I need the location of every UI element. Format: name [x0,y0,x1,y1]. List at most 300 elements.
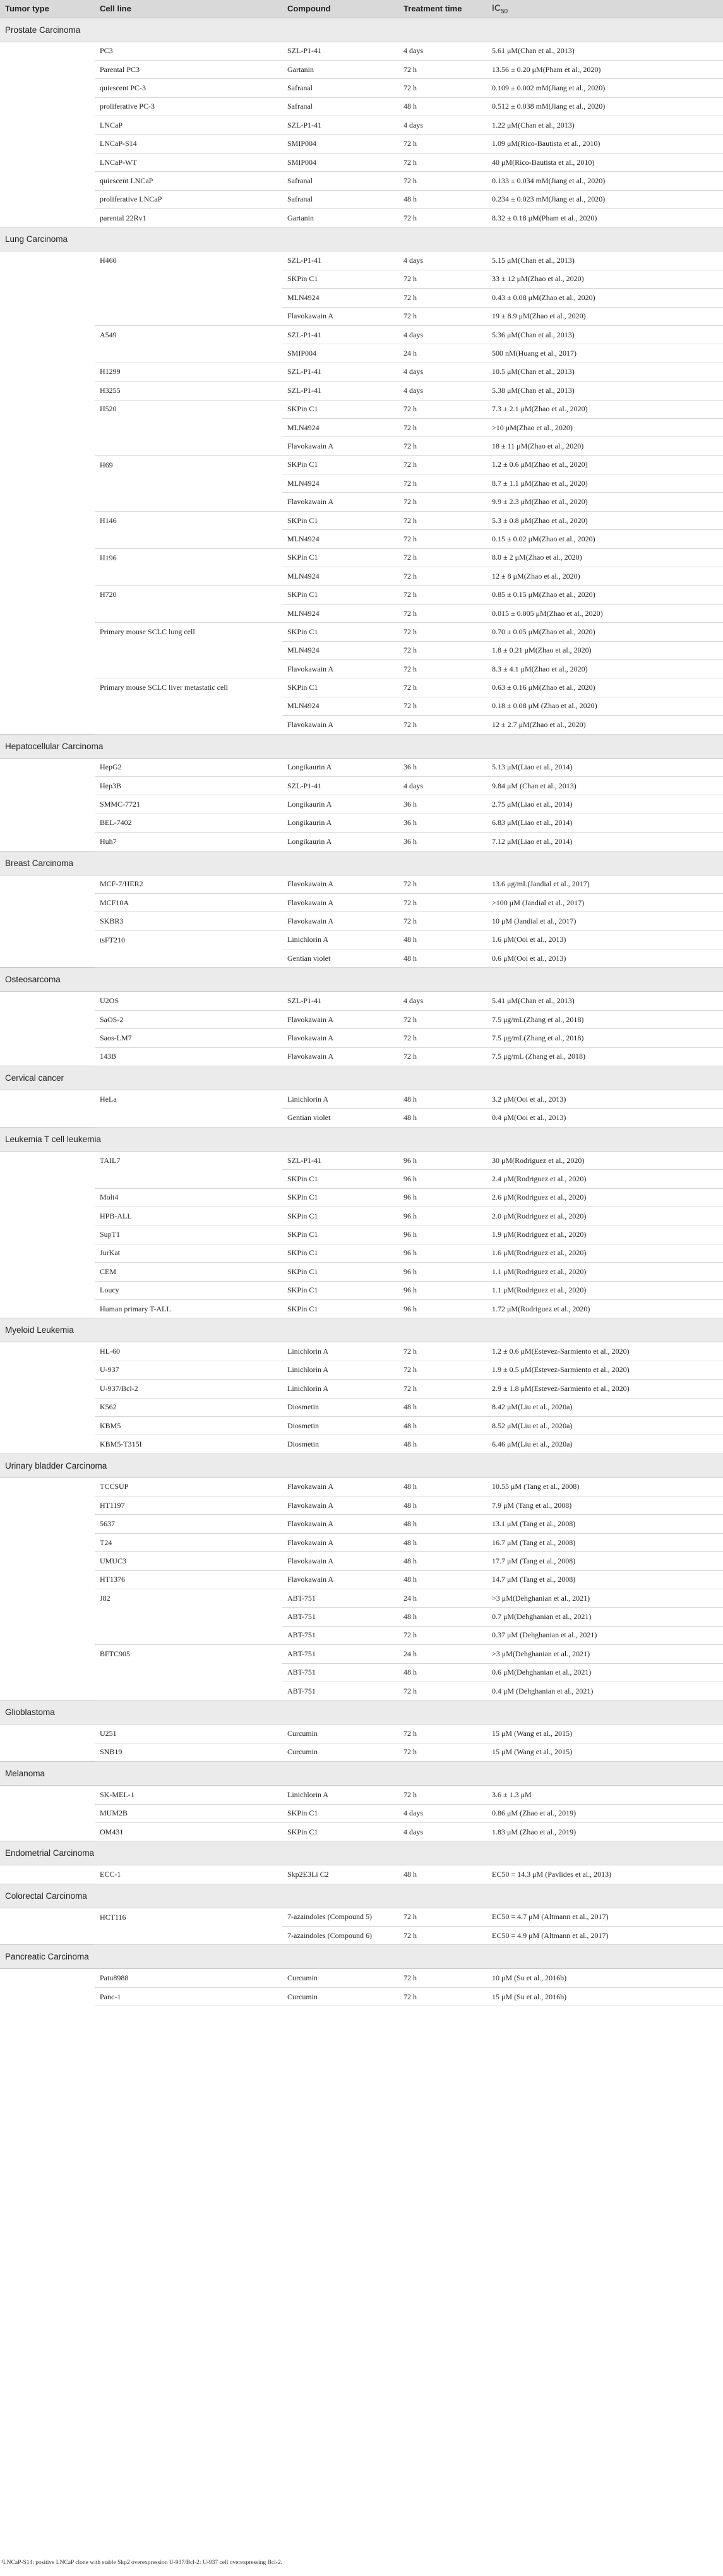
ic50-cell: EC50 = 14.3 μM (Pavlides et al., 2013) [487,1865,723,1884]
tumor-type-cell [0,270,95,288]
ic50-cell: 7.5 μg/mL(Zhang et al., 2018) [487,1029,723,1047]
compound-cell: Diosmetin [282,1416,398,1435]
table-row [0,60,723,78]
ic50-cell: 15 μM (Su et al., 2016b) [487,1987,723,2006]
table-row [0,1225,723,1244]
header-compound: Compound [282,0,398,18]
tumor-type-cell [0,1969,95,1987]
ic50-cell: 1.83 μM (Zhao et al., 2019) [487,1822,723,1841]
treatment-time-cell: 72 h [398,172,487,190]
cell-line-cell [95,949,282,968]
compound-cell: Flavokawain A [282,1496,398,1515]
table-row [0,307,723,325]
table-row [0,344,723,363]
table-row [0,912,723,930]
ic50-cell: 10.55 μM (Tang et al., 2008) [487,1478,723,1496]
ic50-cell: 0.234 ± 0.023 mM(Jiang et al., 2020) [487,190,723,208]
tumor-type-cell [0,1416,95,1435]
table-row [0,325,723,344]
cell-line-cell: ECC-1 [95,1865,282,1884]
table-row [0,1743,723,1761]
table-row [0,172,723,190]
tumor-type-cell [0,1682,95,1700]
ic50-cell: 6.46 μM(Liu et al., 2020a) [487,1435,723,1454]
treatment-time-cell: 48 h [398,190,487,208]
section-row [0,1945,723,1969]
treatment-time-cell: 4 days [398,1822,487,1841]
cell-line-cell: SupT1 [95,1225,282,1244]
treatment-time-cell: 96 h [398,1244,487,1262]
cell-line-cell: parental 22Rv1 [95,209,282,227]
tumor-type-cell [0,795,95,814]
ic50-cell: 1.22 μM(Chan et al., 2013) [487,116,723,135]
compound-cell: Linichlorin A [282,930,398,949]
tumor-type-cell [0,1188,95,1207]
compound-cell: SKPin C1 [282,1804,398,1822]
section-row [0,851,723,875]
compound-cell: Longikaurin A [282,833,398,851]
compound-cell: SKPin C1 [282,455,398,474]
cell-line-cell: SKBR3 [95,912,282,930]
cell-line-cell: Panc-1 [95,1987,282,2006]
section-title: Myeloid Leukemia [0,1318,723,1342]
cell-line-cell [95,474,282,493]
tumor-type-cell [0,623,95,641]
compound-cell: Flavokawain A [282,307,398,325]
ic50-cell: 30 μM(Rodriguez et al., 2020) [487,1151,723,1169]
cell-line-cell: Huh7 [95,833,282,851]
ic50-cell: 7.9 μM (Tang et al., 2008) [487,1496,723,1515]
ic50-cell: 0.4 μM (Dehghanian et al., 2021) [487,1682,723,1700]
treatment-time-cell: 72 h [398,400,487,418]
tumor-type-cell [0,1029,95,1047]
table-row [0,758,723,776]
compound-cell: Longikaurin A [282,795,398,814]
ic50-cell: >10 μM(Zhao et al., 2020) [487,418,723,436]
compound-cell: Flavokawain A [282,1478,398,1496]
tumor-type-cell [0,363,95,381]
ic50-cell: 3.2 μM(Ooi et al., 2013) [487,1090,723,1109]
cell-line-cell: tsFT210 [100,935,126,944]
treatment-time-cell: 72 h [398,567,487,586]
tumor-type-cell [0,307,95,325]
cell-line-cell [95,270,282,288]
table-row [0,697,723,715]
treatment-time-cell: 72 h [398,623,487,641]
cell-line-cell: U-937 [95,1361,282,1379]
treatment-time-cell: 4 days [398,42,487,60]
section-row [0,1318,723,1342]
ic50-cell: 15 μM (Wang et al., 2015) [487,1743,723,1761]
treatment-time-cell: 72 h [398,1029,487,1047]
table-row [0,270,723,288]
table-row [0,1207,723,1225]
ic50-cell: 0.85 ± 0.15 μM(Zhao et al., 2020) [487,586,723,604]
tumor-type-cell [0,1380,95,1398]
tumor-type-cell [0,776,95,795]
ic50-cell: 16.7 μM (Tang et al., 2008) [487,1533,723,1551]
tumor-type-cell [0,1090,95,1109]
treatment-time-cell: 72 h [398,1908,487,1926]
table-row [0,79,723,97]
tumor-type-cell [0,1225,95,1244]
treatment-time-cell: 96 h [398,1263,487,1281]
ic50-cell: 0.63 ± 0.16 μM(Zhao et al., 2020) [487,678,723,697]
treatment-time-cell: 96 h [398,1170,487,1188]
cell-line-cell: SK-MEL-1 [95,1786,282,1804]
ic50-cell: 2.75 μM(Liao et al., 2014) [487,795,723,814]
compound-cell: SKPin C1 [282,511,398,529]
table-row [0,567,723,586]
cell-line-cell [95,641,282,659]
table-row [0,1552,723,1570]
treatment-time-cell: 48 h [398,1496,487,1515]
tumor-type-cell [0,1645,95,1663]
compound-cell: Curcumin [282,1743,398,1761]
tumor-type-cell [0,190,95,208]
compound-cell: SKPin C1 [282,678,398,697]
compound-cell: SZL-P1-41 [282,251,398,270]
cell-line-cell [95,604,282,622]
treatment-time-cell: 72 h [398,678,487,697]
table-row [0,190,723,208]
treatment-time-cell: 72 h [398,604,487,622]
compound-cell: Gartanin [282,209,398,227]
treatment-time-cell: 4 days [398,251,487,270]
tumor-type-cell [0,1281,95,1299]
compound-cell: SZL-P1-41 [282,992,398,1010]
table-row [0,530,723,548]
compound-cell: ABT-751 [282,1663,398,1682]
cell-line-cell [95,1927,282,1945]
ic50-cell: 500 nM(Huang et al., 2017) [487,344,723,363]
compound-cell: Flavokawain A [282,1010,398,1028]
header-ic50-subscript: 50 [501,8,508,15]
tumor-type-cell [0,493,95,511]
section-title: Osteosarcoma [0,968,723,992]
tumor-type-cell [0,586,95,604]
treatment-time-cell: 96 h [398,1225,487,1244]
ic50-cell: 18 ± 11 μM(Zhao et al., 2020) [487,437,723,455]
treatment-time-cell: 72 h [398,1010,487,1028]
treatment-time-cell: 48 h [398,1570,487,1589]
treatment-time-cell: 48 h [398,1552,487,1570]
compound-cell: SKPin C1 [282,400,398,418]
tumor-type-cell [0,251,95,270]
compound-cell: SKPin C1 [282,1188,398,1207]
treatment-time-cell: 36 h [398,795,487,814]
treatment-time-cell: 36 h [398,758,487,776]
tumor-type-cell [0,1496,95,1515]
cell-line-cell: BEL-7402 [95,814,282,832]
cell-line-cell: TCCSUP [95,1478,282,1496]
ic50-cell: 1.72 μM(Rodriguez et al., 2020) [487,1299,723,1318]
ic50-cell: 5.15 μM(Chan et al., 2013) [487,251,723,270]
ic50-cell: 8.42 μM(Liu et al., 2020a) [487,1398,723,1416]
ic50-cell: EC50 = 4.7 μM (Altmann et al., 2017) [487,1908,723,1926]
section-title: Glioblastoma [0,1700,723,1724]
cell-line-cell [95,1663,282,1682]
table-row [0,1151,723,1169]
cell-line-cell [95,567,282,586]
table-row [0,363,723,381]
tumor-type-cell [0,530,95,548]
cell-line-cell: HT1197 [95,1496,282,1515]
compound-cell: MLN4924 [282,530,398,548]
tumor-type-cell [0,893,95,912]
cell-line-cell: 5637 [95,1515,282,1533]
cell-line-cell [95,493,282,511]
ic50-cell: 0.133 ± 0.034 mM(Jiang et al., 2020) [487,172,723,190]
tumor-type-cell [0,344,95,363]
cell-line-cell: Loucy [95,1281,282,1299]
compound-cell: ABT-751 [282,1626,398,1644]
ic50-cell: 8.0 ± 2 μM(Zhao et al., 2020) [487,548,723,567]
cell-line-cell: MCF-7/HER2 [95,875,282,893]
ic50-cell: 2.0 μM(Rodriguez et al., 2020) [487,1207,723,1225]
cell-line-cell: HT1376 [95,1570,282,1589]
tumor-type-cell [0,1342,95,1361]
compound-cell: Flavokawain A [282,660,398,678]
cell-line-cell: quiescent LNCaP [95,172,282,190]
table-row [0,604,723,622]
treatment-time-cell: 48 h [398,1865,487,1884]
treatment-time-cell: 72 h [398,912,487,930]
tumor-type-cell [0,949,95,968]
tumor-type-cell [0,875,95,893]
table-row [0,1299,723,1318]
treatment-time-cell: 48 h [398,930,487,949]
table-row [0,511,723,529]
tumor-type-cell [0,116,95,135]
cell-line-cell [95,1170,282,1188]
cell-line-cell: Human primary T-ALL [95,1299,282,1318]
table-row [0,1188,723,1207]
table-row [0,795,723,814]
table-row [0,209,723,227]
ic50-cell: 9.9 ± 2.3 μM(Zhao et al., 2020) [487,493,723,511]
tumor-type-cell [0,42,95,60]
table-row [0,1170,723,1188]
treatment-time-cell: 48 h [398,1515,487,1533]
cell-line-cell: MCF10A [95,893,282,912]
cell-line-cell: 143B [95,1047,282,1066]
ic50-cell: 0.15 ± 0.02 μM(Zhao et al., 2020) [487,530,723,548]
cell-line-cell: proliferative LNCaP [95,190,282,208]
table-row [0,1533,723,1551]
compound-cell: Gartanin [282,60,398,78]
cell-line-cell: JurKat [95,1244,282,1262]
ic50-cell: EC50 = 4.9 μM (Altmann et al., 2017) [487,1927,723,1945]
compound-cell: Linichlorin A [282,1380,398,1398]
tumor-type-cell [0,716,95,734]
compound-cell: MLN4924 [282,418,398,436]
compound-cell: ABT-751 [282,1608,398,1626]
cell-line-cell: SMMC-7721 [95,795,282,814]
table-row [0,1927,723,1945]
compound-cell: SKPin C1 [282,1244,398,1262]
cell-line-cell: H196 [100,553,117,562]
ic50-cell: 1.6 μM(Ooi et al., 2013) [487,930,723,949]
cell-line-cell: H1299 [95,363,282,381]
table-row [0,1244,723,1262]
ic50-cell: 0.7 μM(Dehghanian et al., 2021) [487,1608,723,1626]
compound-cell: SZL-P1-41 [282,363,398,381]
ic50-cell: 9.84 μM (Chan et al., 2013) [487,776,723,795]
tumor-type-cell [0,678,95,697]
ic50-cell: 1.09 μM(Rico-Bautista et al., 2010) [487,135,723,153]
treatment-time-cell: 72 h [398,153,487,171]
compound-cell: Flavokawain A [282,1552,398,1570]
header-row [0,0,723,18]
tumor-type-cell [0,1908,95,1926]
ic50-cell: 33 ± 12 μM(Zhao et al., 2020) [487,270,723,288]
ic50-cell: 8.7 ± 1.1 μM(Zhao et al., 2020) [487,474,723,493]
table-row [0,116,723,135]
section-title: Breast Carcinoma [0,851,723,875]
compound-cell: Flavokawain A [282,716,398,734]
table-row [0,1626,723,1644]
cell-line-cell: H3255 [95,382,282,400]
tumor-type-cell [0,135,95,153]
treatment-time-cell: 4 days [398,325,487,344]
compound-cell: 7-azaindoles (Compound 5) [282,1908,398,1926]
ic50-cell: 7.3 ± 2.1 μM(Zhao et al., 2020) [487,400,723,418]
ic50-cell: 10 μM (Su et al., 2016b) [487,1969,723,1987]
treatment-time-cell: 72 h [398,548,487,567]
ic50-cell: 7.5 μg/mL (Zhang et al., 2018) [487,1047,723,1066]
section-title: Cervical cancer [0,1066,723,1090]
ic50-cell: 0.70 ± 0.05 μM(Zhao et al., 2020) [487,623,723,641]
table-row [0,455,723,474]
treatment-time-cell: 48 h [398,1398,487,1416]
compound-cell: Flavokawain A [282,875,398,893]
tumor-type-cell [0,325,95,344]
table-row [0,1281,723,1299]
table-row [0,1987,723,2006]
table-row [0,289,723,307]
header-ic50-label: IC [492,2,501,13]
cell-line-cell: HPB-ALL [95,1207,282,1225]
section-title: Lung Carcinoma [0,227,723,251]
cell-line-cell [95,660,282,678]
treatment-time-cell: 72 h [398,1969,487,1987]
compound-cell: Safranal [282,190,398,208]
ic50-cell: 2.6 μM(Rodriguez et al., 2020) [487,1188,723,1207]
table-row [0,1608,723,1626]
compound-cell: Linichlorin A [282,1090,398,1109]
treatment-time-cell: 48 h [398,949,487,968]
compound-cell: MLN4924 [282,604,398,622]
treatment-time-cell: 72 h [398,1927,487,1945]
treatment-time-cell: 48 h [398,1608,487,1626]
cell-line-cell: A549 [100,330,117,339]
compound-cell: Curcumin [282,1987,398,2006]
treatment-time-cell: 72 h [398,893,487,912]
treatment-time-cell: 96 h [398,1207,487,1225]
treatment-time-cell: 72 h [398,641,487,659]
tumor-type-cell [0,60,95,78]
compound-cell: Safranal [282,79,398,97]
treatment-time-cell: 4 days [398,776,487,795]
table-row [0,1029,723,1047]
treatment-time-cell: 48 h [398,1109,487,1127]
treatment-time-cell: 24 h [398,344,487,363]
table-row [0,1663,723,1682]
table-row [0,1570,723,1589]
compound-cell: MLN4924 [282,641,398,659]
compound-cell: Gentian violet [282,949,398,968]
treatment-time-cell: 24 h [398,1589,487,1608]
compound-cell: 7-azaindoles (Compound 6) [282,1927,398,1945]
treatment-time-cell: 72 h [398,660,487,678]
tumor-type-cell [0,474,95,493]
tumor-type-cell [0,1478,95,1496]
compound-cell: SKPin C1 [282,1170,398,1188]
section-title: Colorectal Carcinoma [0,1884,723,1908]
tumor-type-cell [0,153,95,171]
ic50-cell: 0.015 ± 0.005 μM(Zhao et al., 2020) [487,604,723,622]
ic50-cell: >3 μM(Dehghanian et al., 2021) [487,1645,723,1663]
ic50-cell: 5.61 μM(Chan et al., 2013) [487,42,723,60]
cell-line-cell: BFTC905 [100,1649,131,1659]
treatment-time-cell: 72 h [398,1626,487,1644]
treatment-time-cell: 72 h [398,1342,487,1361]
ic50-cell: 7.12 μM(Liao et al., 2014) [487,833,723,851]
table-row [0,1724,723,1743]
compound-cell: Flavokawain A [282,493,398,511]
treatment-time-cell: 72 h [398,1047,487,1066]
section-row [0,1762,723,1786]
compound-cell: Flavokawain A [282,912,398,930]
section-row [0,227,723,251]
cell-line-cell [95,289,282,307]
ic50-cell: 0.43 ± 0.08 μM(Zhao et al., 2020) [487,289,723,307]
tumor-type-cell [0,1822,95,1841]
ic50-cell: 12 ± 8 μM(Zhao et al., 2020) [487,567,723,586]
ic50-cell: 40 μM(Rico-Bautista et al., 2010) [487,153,723,171]
tumor-type-cell [0,1724,95,1743]
compound-cell: Flavokawain A [282,1515,398,1533]
tumor-type-cell [0,697,95,715]
treatment-time-cell: 72 h [398,1743,487,1761]
table-row [0,1682,723,1700]
tumor-type-cell [0,1151,95,1169]
compound-cell: SZL-P1-41 [282,776,398,795]
table-row [0,474,723,493]
ic50-cell: 0.6 μM(Dehghanian et al., 2021) [487,1663,723,1682]
ic50-cell: 10 μM (Jandial et al., 2017) [487,912,723,930]
table-row [0,1645,723,1663]
section-row [0,1884,723,1908]
section-title: Hepatocellular Carcinoma [0,734,723,758]
compound-cell: Flavokawain A [282,1029,398,1047]
section-row [0,1454,723,1478]
cell-line-cell: Saos-LM7 [95,1029,282,1047]
treatment-time-cell: 72 h [398,875,487,893]
table-row [0,1496,723,1515]
ic50-cell: 5.36 μM(Chan et al., 2013) [487,325,723,344]
compound-cell: SKPin C1 [282,586,398,604]
table-row [0,1109,723,1127]
compound-cell: ABT-751 [282,1682,398,1700]
tumor-type-cell [0,382,95,400]
ic50-cell: 2.4 μM(Rodriguez et al., 2020) [487,1170,723,1188]
cell-line-cell [95,437,282,455]
cell-line-cell: KBM5 [95,1416,282,1435]
compound-cell: SMIP004 [282,153,398,171]
compound-cell: SKPin C1 [282,623,398,641]
